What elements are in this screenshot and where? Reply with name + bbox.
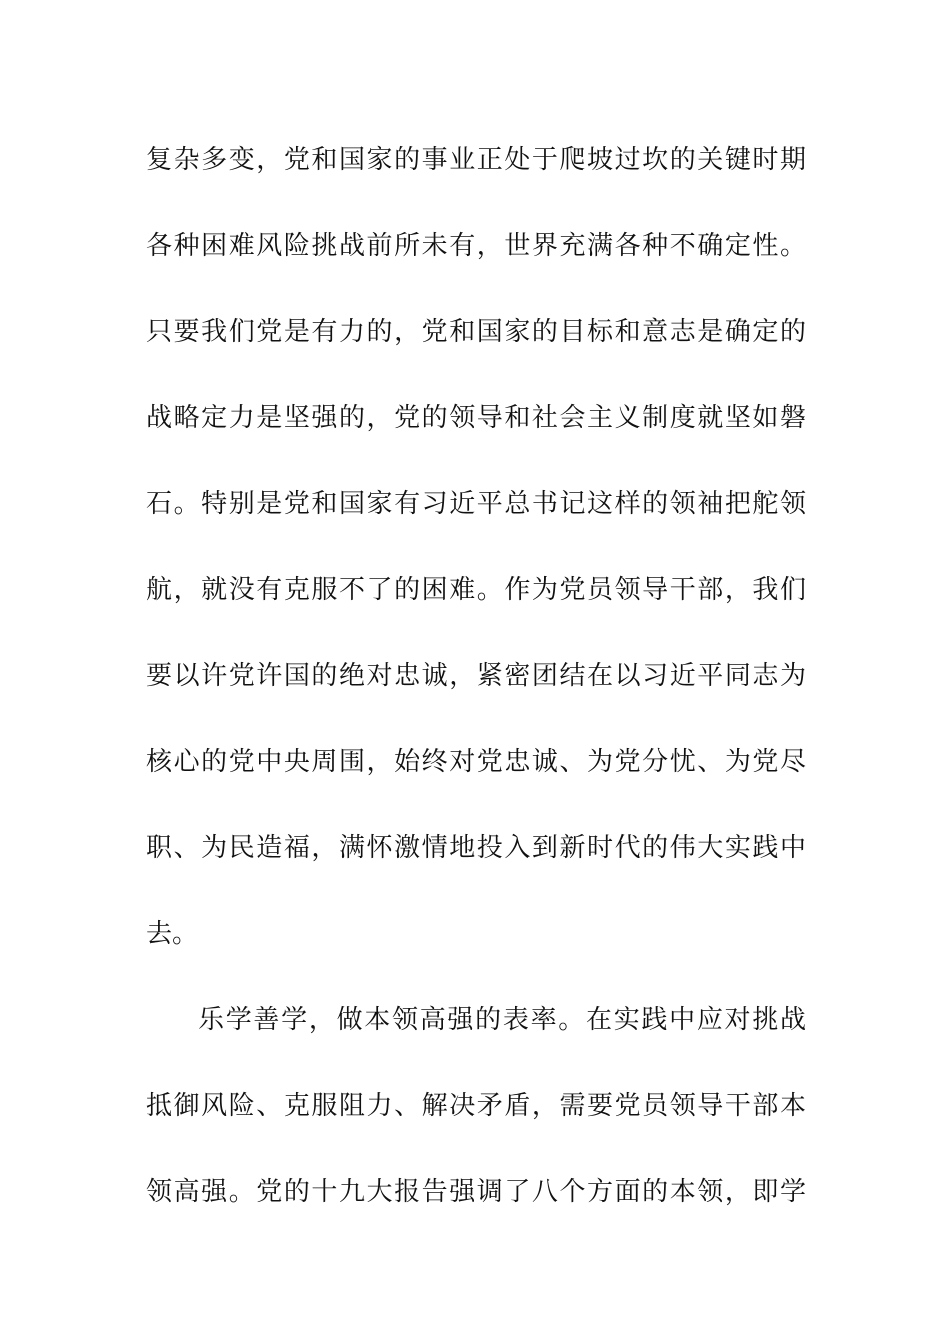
text-line: 抵御风险、克服阻力、解决矛盾，需要党员领导干部本: [146, 1091, 806, 1121]
text-line: 各种困难风险挑战前所未有，世界充满各种不确定性。: [146, 231, 806, 261]
paragraph-first-line: 乐学善学，做本领高强的表率。在实践中应对挑战: [198, 1005, 806, 1035]
text-line: 航，就没有克服不了的困难。作为党员领导干部，我们: [146, 575, 806, 605]
text-line: 只要我们党是有力的，党和国家的目标和意志是确定的: [146, 317, 806, 347]
text-line: 核心的党中央周围，始终对党忠诚、为党分忧、为党尽: [146, 747, 806, 777]
text-line: 复杂多变，党和国家的事业正处于爬坡过坎的关键时期: [146, 145, 806, 175]
text-line: 石。特别是党和国家有习近平总书记这样的领袖把舵领: [146, 489, 806, 519]
text-line: 战略定力是坚强的，党的领导和社会主义制度就坚如磐: [146, 403, 806, 433]
text-line: 去。: [146, 919, 199, 949]
text-line: 职、为民造福，满怀激情地投入到新时代的伟大实践中: [146, 833, 806, 863]
text-line: 领高强。党的十九大报告强调了八个方面的本领，即学: [146, 1177, 806, 1207]
text-line: 要以许党许国的绝对忠诚，紧密团结在以习近平同志为: [146, 661, 806, 691]
